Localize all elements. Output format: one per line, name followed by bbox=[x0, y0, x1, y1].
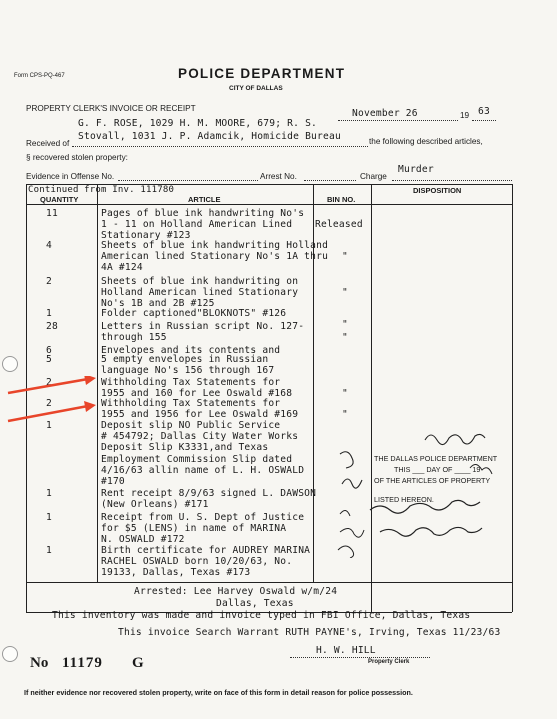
header-quantity: QUANTITY bbox=[40, 195, 79, 204]
row-article-line: 1 - 11 on Holland American Lined bbox=[101, 219, 293, 231]
row-quantity: 11 bbox=[46, 208, 58, 219]
received-label: Received of bbox=[26, 139, 70, 148]
received-line-1: G. F. ROSE, 1029 H. M. MOORE, 679; R. S. bbox=[78, 118, 318, 129]
row-article-line: 19133, Dallas, Texas #173 bbox=[101, 567, 251, 579]
row-article-line: Sheets of blue ink handwriting Holland bbox=[101, 240, 329, 251]
row-article-line: Withholding Tax Statements for bbox=[101, 398, 281, 409]
row-quantity: 1 bbox=[46, 420, 52, 431]
row-article-line: 1955 and 1956 for Lee Oswald #169 bbox=[101, 409, 299, 421]
row-article-line: Holland American lined Stationary bbox=[101, 287, 299, 299]
row-quantity: 1 bbox=[46, 308, 52, 319]
row-bin-value: " bbox=[342, 332, 348, 344]
bottom-note: If neither evidence nor recovered stolen property, write on face of this form in detail reason for police possession. bbox=[24, 688, 413, 697]
row-quantity: 6 bbox=[46, 345, 52, 356]
row-article-line: Letters in Russian script No. 127- bbox=[101, 321, 305, 332]
invoice-label: PROPERTY CLERK'S INVOICE OR RECEIPT bbox=[26, 104, 196, 113]
year-underline bbox=[472, 120, 496, 121]
arrest-label: Arrest No. bbox=[260, 172, 297, 181]
continued-note: Continued from Inv. 111780 bbox=[28, 185, 175, 195]
year-prefix: 19 bbox=[460, 111, 470, 120]
property-clerk-label: Property Clerk bbox=[368, 659, 410, 665]
row-article-line: Rent receipt 8/9/63 signed L. DAWSON bbox=[101, 488, 317, 499]
row-article-line: for $5 (LENS) in name of MARINA bbox=[101, 523, 287, 535]
evidence-label: Evidence in Offense No. bbox=[26, 172, 115, 181]
row-article-line: 4A #124 bbox=[101, 262, 143, 274]
charge-underline bbox=[392, 180, 512, 181]
row-quantity: 1 bbox=[46, 545, 52, 556]
warrant-note: This invoice Search Warrant RUTH PAYNE's, Irving, Texas 11/23/63 bbox=[118, 627, 501, 638]
row-bin-value: Released bbox=[315, 219, 363, 231]
red-arrow-icon bbox=[8, 376, 96, 393]
row-article-line: Withholding Tax Statements for bbox=[101, 377, 281, 388]
row-article-line: 4/16/63 allin name of L. H. OSWALD bbox=[101, 464, 305, 476]
row-article-line: American lined Stationary No's 1A thru bbox=[101, 251, 329, 263]
received-underline bbox=[72, 146, 368, 147]
row-article-line: Birth certificate for AUDREY MARINA bbox=[101, 545, 311, 556]
evidence-underline bbox=[118, 180, 258, 181]
inventory-note: This inventory was made and invoice typed in FBI Office, Dallas, Texas bbox=[52, 610, 471, 621]
arrest-underline bbox=[304, 180, 356, 181]
punch-hole bbox=[2, 646, 18, 662]
row-article-line: Envelopes and its contents and bbox=[101, 345, 281, 356]
stamp-line-4: LISTED HEREON. bbox=[374, 495, 434, 504]
row-quantity: 2 bbox=[46, 398, 52, 409]
row-article-line: No's 1B and 2B #125 bbox=[101, 298, 215, 310]
recovered-label: § recovered stolen property: bbox=[26, 153, 128, 162]
row-article-line: Folder captioned"BLOKNOTS" #126 bbox=[101, 308, 287, 319]
stamp-line-3: OF THE ARTICLES OF PROPERTY bbox=[374, 476, 491, 485]
row-article-line: #170 bbox=[101, 476, 125, 487]
stamp-line-2: THIS ___ DAY OF ____ 19 bbox=[394, 465, 481, 474]
row-article-line: Sheets of blue ink handwriting on bbox=[101, 276, 299, 287]
row-article-line: (New Orleans) #171 bbox=[101, 499, 209, 511]
row-article-line: Deposit Slip K3331,and Texas bbox=[101, 442, 269, 454]
row-article-line: Receipt from U. S. Dept of Justice bbox=[101, 512, 305, 523]
row-article-line: Stationary #123 bbox=[101, 230, 191, 242]
row-article-line: 1955 and 160 for Lee Oswald #168 bbox=[101, 388, 293, 400]
row-article-line: 5 empty envelopes in Russian bbox=[101, 354, 269, 365]
row-article-line: Deposit slip NO Public Service bbox=[101, 420, 281, 431]
header-article: ARTICLE bbox=[188, 195, 221, 204]
row-quantity: 5 bbox=[46, 354, 52, 365]
row-article-line: Employment Commission Slip dated bbox=[101, 453, 293, 465]
punch-hole bbox=[2, 356, 18, 372]
row-quantity: 28 bbox=[46, 321, 58, 332]
row-article-line: through 155 bbox=[101, 332, 167, 344]
row-article-line: N. OSWALD #172 bbox=[101, 534, 185, 546]
row-quantity: 1 bbox=[46, 488, 52, 499]
charge-value: Murder bbox=[398, 164, 434, 175]
invoice-date: November 26 bbox=[352, 108, 418, 119]
invoice-year: 63 bbox=[478, 106, 490, 117]
row-quantity: 2 bbox=[46, 377, 52, 388]
row-bin-value: " bbox=[342, 287, 348, 299]
stamp-line-1: THE DALLAS POLICE DEPARTMENT bbox=[374, 454, 498, 463]
property-clerk-name: H. W. HILL bbox=[316, 645, 376, 656]
row-bin-value: " bbox=[342, 319, 348, 331]
table-header-rule bbox=[26, 204, 512, 205]
received-line-2: Stovall, 1031 J. P. Adamcik, Homicide Bureau bbox=[78, 131, 341, 142]
row-bin-value: " bbox=[342, 388, 348, 400]
red-arrow-icon bbox=[8, 401, 96, 421]
page-title: POLICE DEPARTMENT bbox=[178, 66, 346, 81]
arrested-line-2: Dallas, Texas bbox=[216, 598, 294, 609]
row-quantity: 1 bbox=[46, 512, 52, 523]
handwritten-signatures bbox=[330, 428, 520, 558]
clerk-underline bbox=[290, 657, 430, 658]
row-article-line: Pages of blue ink handwriting No's bbox=[101, 208, 305, 219]
arrow-annotations bbox=[6, 376, 101, 424]
charge-label: Charge bbox=[360, 172, 387, 181]
arrested-line-1: Arrested: Lee Harvey Oswald w/m/24 bbox=[134, 586, 338, 597]
invoice-suffix: G bbox=[132, 655, 144, 671]
form-number: Form CPS-PQ-467 bbox=[14, 73, 65, 79]
invoice-number-prefix: No bbox=[30, 655, 49, 671]
row-article-line: language No's 156 through 167 bbox=[101, 365, 275, 377]
header-bin: BIN NO. bbox=[327, 195, 356, 204]
header-disposition: DISPOSITION bbox=[413, 186, 462, 195]
invoice-number: 11179 bbox=[62, 655, 103, 671]
row-quantity: 4 bbox=[46, 240, 52, 251]
articles-label: the following described articles, bbox=[369, 137, 483, 146]
row-article-line: RACHEL OSWALD born 10/20/63, No. bbox=[101, 556, 293, 568]
row-quantity: 2 bbox=[46, 276, 52, 287]
table-arrest-rule bbox=[26, 582, 512, 583]
date-underline bbox=[338, 120, 458, 121]
row-bin-value: " bbox=[342, 409, 348, 421]
page-subtitle: CITY OF DALLAS bbox=[229, 85, 283, 92]
row-bin-value: " bbox=[342, 251, 348, 263]
row-article-line: # 454792; Dallas City Water Works bbox=[101, 431, 299, 443]
